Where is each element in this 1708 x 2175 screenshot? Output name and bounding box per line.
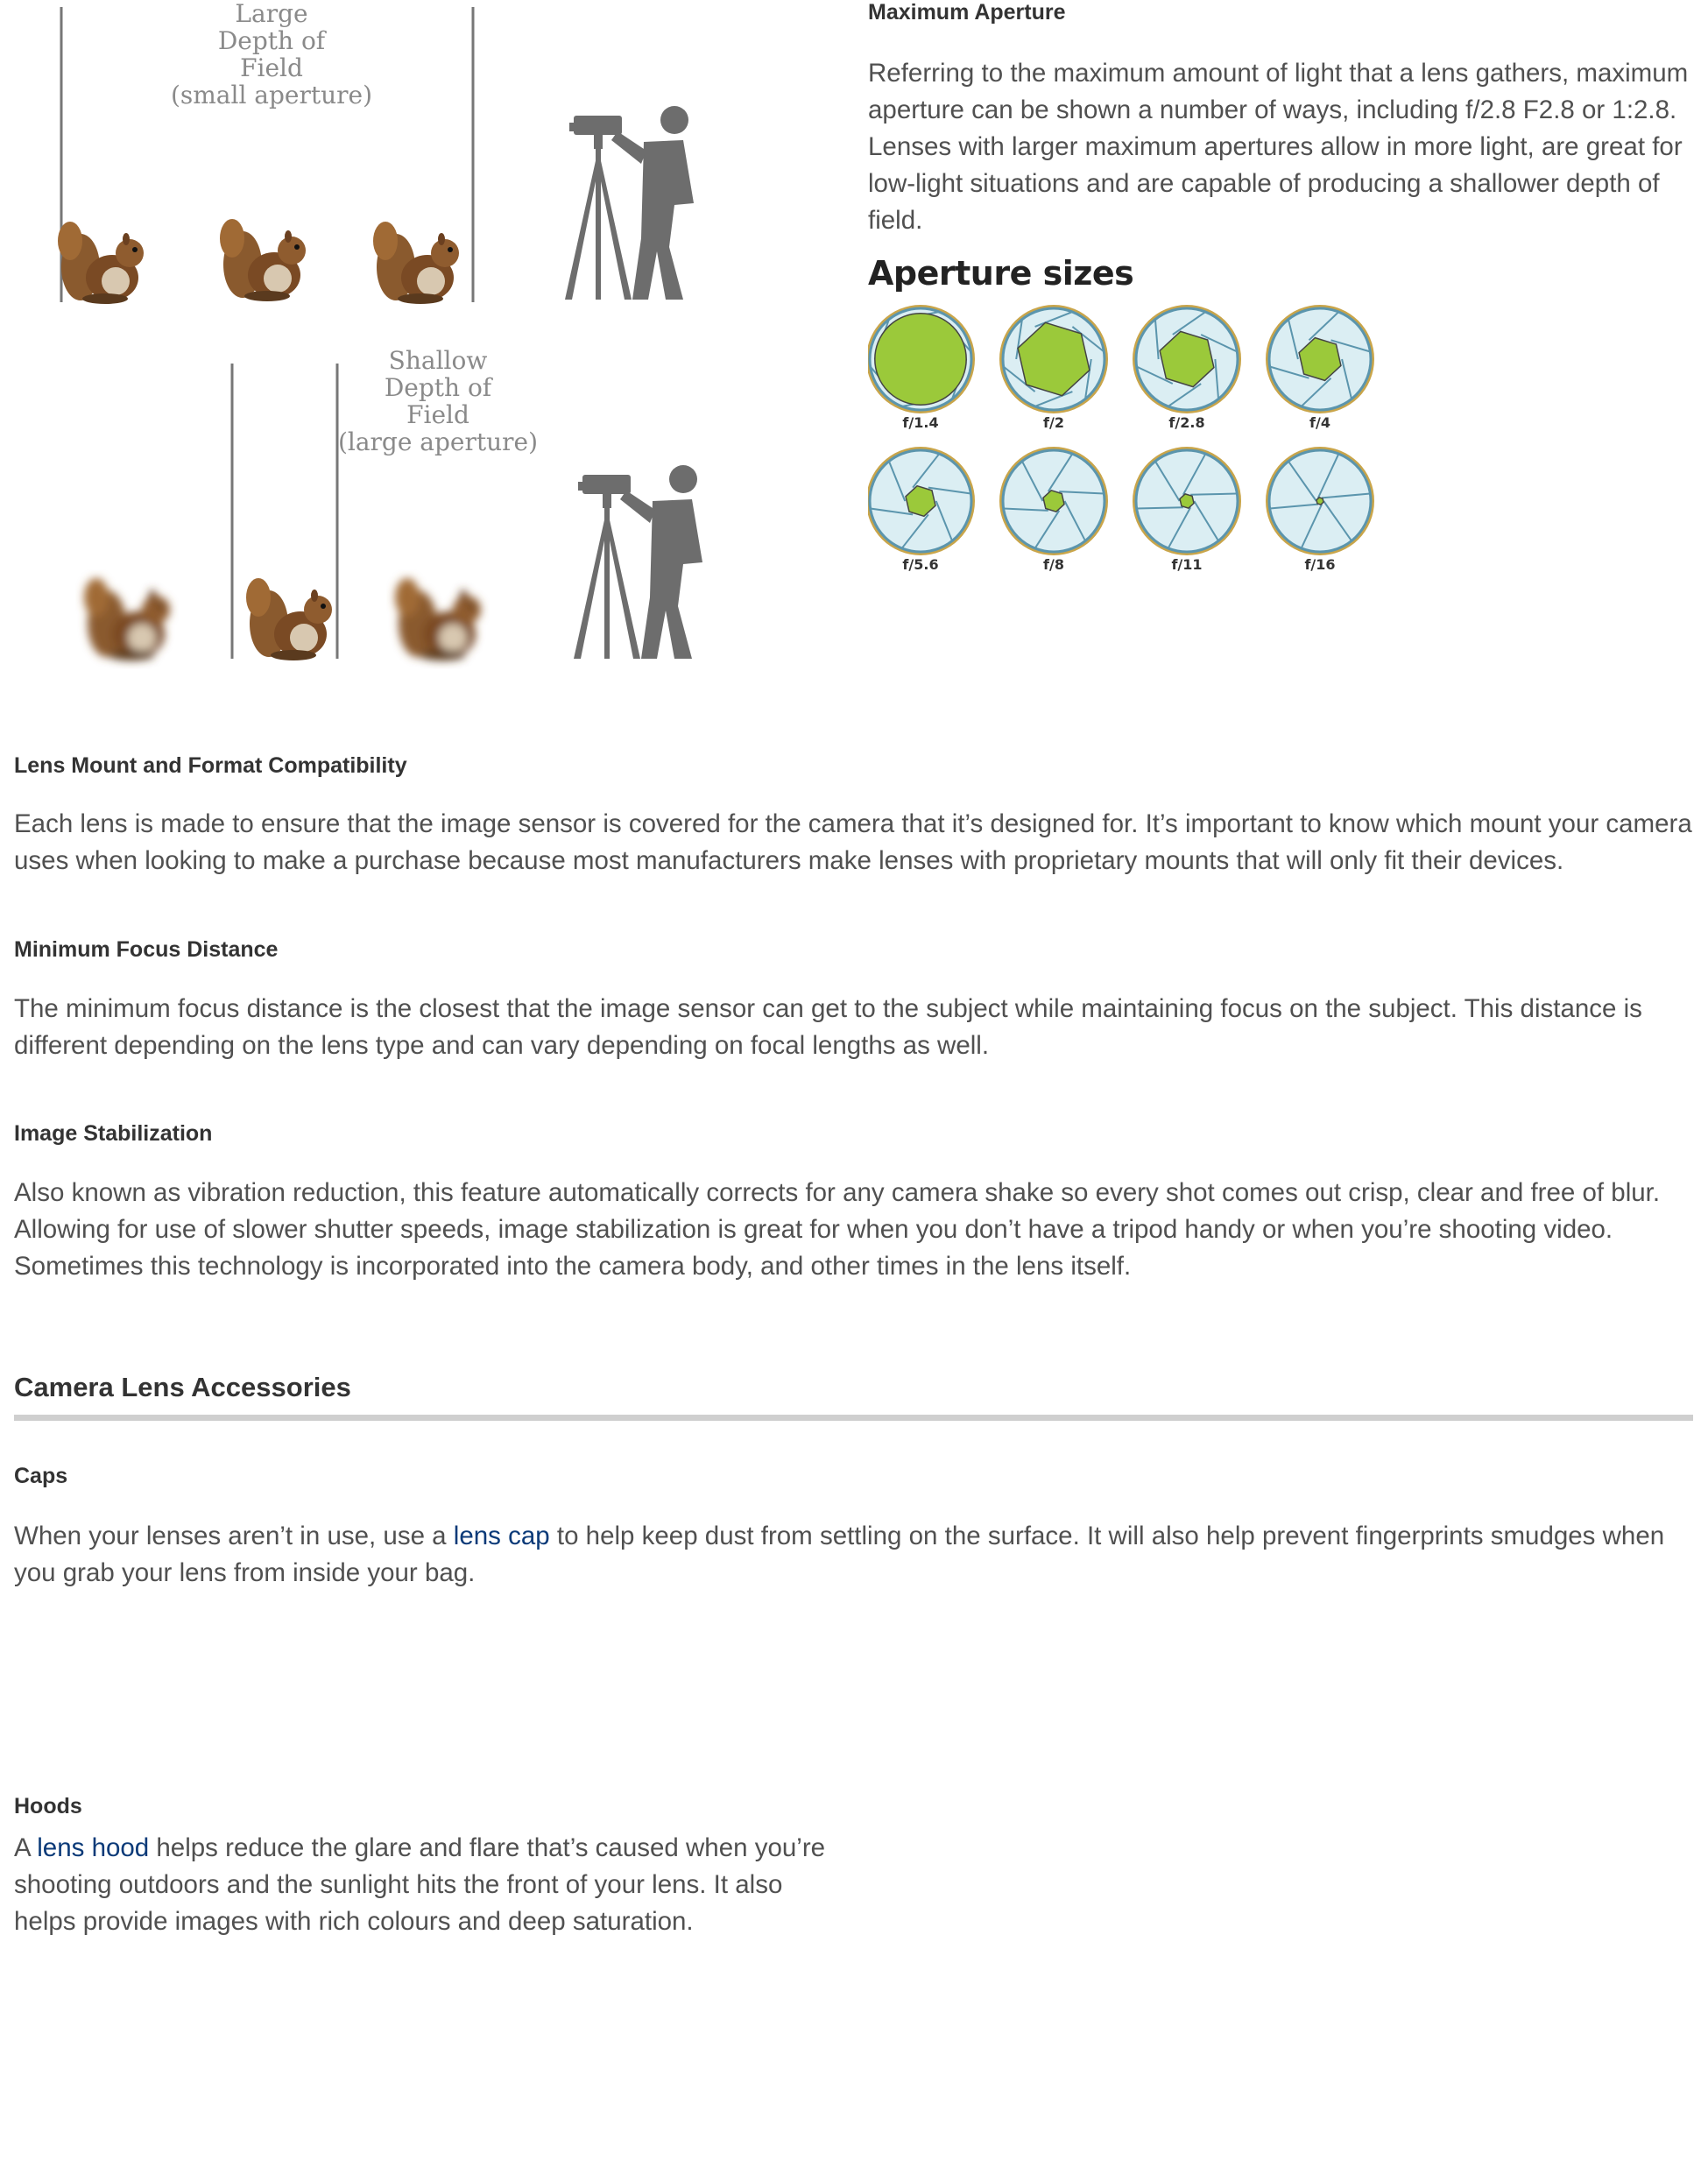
aperture-diagram [868,298,1394,596]
aperture-f-1-4 [868,305,975,431]
min-focus-heading: Minimum Focus Distance [14,937,279,962]
stabilization-body: Also known as vibration reduction, this feature automatically corrects for any camera shake so every shot comes out crisp, clear and free of blur. Allowing for use of slower shutter speeds, image stabilization is great for when you don’t have a tripod handy or when you’re shooting video. Sometimes this technology is incorporated into the camera body, and other times in the lens itself. [14,1178,1661,1281]
aperture-label: f/5.6 [902,556,939,573]
hoods-body: A lens hood helps reduce the glare and flare that’s caused when you’re shooting outdoors and the sunlight hits the front of your lens. It also helps provide images with rich colours and deep saturation. [14,1833,826,1936]
lens-hood-link[interactable]: lens hood [37,1833,150,1862]
aperture-f-8 [999,447,1108,573]
aperture-label: f/2 [1043,414,1064,431]
shallow-dof-label: Shallow Depth of Field (large aperture) [337,346,539,456]
max-aperture-body: Referring to the maximum amount of light that a lens gathers, maximum aperture can be shown a number of ways, including f/2.8 F2.8 or 1:2.8. Lenses with larger maximum apertures allow in more light, are great for low-light situations and are capable of producing a shallower depth of field. [868,59,1689,235]
aperture-f-16 [1266,447,1374,573]
aperture-f-4 [1266,305,1374,431]
min-focus-body: The minimum focus distance is the closest that the image sensor can get to the subject while maintaining focus on the subject. This distance is different depending on the lens type and can vary depending on focal lengths as well. [14,994,1642,1060]
aperture-label: f/2.8 [1168,414,1205,431]
caps-heading: Caps [14,1464,68,1488]
photographer-figure-bottom [574,465,702,659]
aperture-label: f/1.4 [902,414,939,431]
stabilization-heading: Image Stabilization [14,1121,213,1146]
lens-cap-link[interactable]: lens cap [453,1522,550,1550]
aperture-label: f/8 [1043,556,1064,573]
max-aperture-heading: Maximum Aperture [868,0,1066,25]
photographer-figure-top [565,106,694,300]
aperture-label: f/11 [1171,556,1203,573]
large-dof-label: Large Depth of Field (small aperture) [170,0,373,109]
aperture-label: f/16 [1304,556,1336,573]
squirrel-sharp-3 [373,222,459,304]
aperture-sizes-figure [868,254,1394,596]
lens-mount-heading: Lens Mount and Format Compatibility [14,753,407,778]
aperture-sizes-title: Aperture sizes [868,254,1134,293]
depth-of-field-figure [0,0,771,692]
squirrel-blurred-1 [84,578,170,660]
aperture-f-11 [1133,447,1241,573]
aperture-f-2-8 [1133,305,1241,431]
squirrel-in-focus [246,578,332,660]
aperture-label: f/4 [1309,414,1330,431]
lens-mount-body: Each lens is made to ensure that the image sensor is covered for the camera that it’s designed for. It’s important to know which mount your camera uses when looking to make a purchase because most manufacturers make lenses with proprietary mounts that will only fit their devices. [14,809,1692,875]
depth-of-field-illustration [0,0,771,692]
caps-body: When your lenses aren’t in use, use a lens cap to help keep dust from settling on the surface. It will also help prevent fingerprints smudges when you grab your lens from inside your bag. [14,1522,1665,1587]
hoods-heading: Hoods [14,1794,82,1818]
section-divider [14,1415,1693,1421]
squirrel-sharp-2 [220,219,306,301]
squirrel-blurred-2 [395,578,481,660]
squirrel-sharp-1 [58,222,144,304]
aperture-f-5-6 [868,447,975,573]
aperture-f-2 [999,305,1108,431]
accessories-title: Camera Lens Accessories [14,1372,351,1402]
